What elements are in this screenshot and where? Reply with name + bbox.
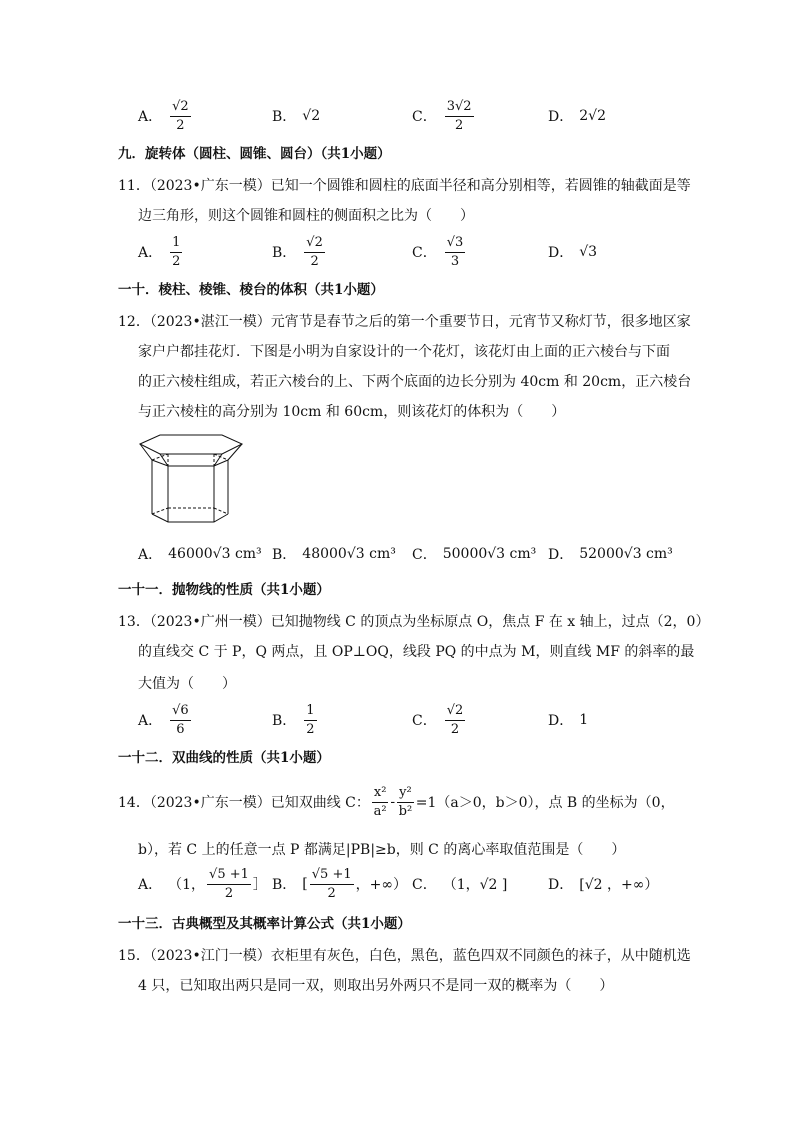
q13-option-d: D． 1 [548,712,589,729]
q12-option-a: A． 46000√3 cm³ [138,546,262,563]
fraction: $\frac{\text{x²}}{\text{a²}}$ [373,784,387,819]
q13-line-1: 13．（2023•广州一模）已知抛物线 C 的顶点为坐标原点 O，焦点 F 在 x 轴上，过点（2，0） [118,614,710,630]
fraction: $\frac{√2}{2}$ [306,234,323,269]
q14-option-c: C． （1，√2 ] [412,877,508,893]
q10-option-b: B． √2 [272,108,321,125]
q12-option-b: B． 48000√3 cm³ [272,546,396,563]
q15-line-1: 15．（2023•江门一模）衣柜里有灰色，白色，黑色，蓝色四双不同颜色的袜子，从中随机选 [118,948,691,964]
section-heading-13: 一十三．古典概型及其概率计算公式（共1小题） [118,916,411,932]
q12-line-1: 12．（2023•湛江一模）元宵节是春节之后的第一个重要节日，元宵节又称灯节，很多地区家 [118,314,691,330]
section-heading-12: 一十二．双曲线的性质（共1小题） [118,750,330,766]
fraction: $\frac{√5 +1}{2}$ [209,866,249,901]
q11-option-b: B． $\frac{√2}{2}$ [272,234,323,269]
section-heading-9: 九．旋转体（圆柱、圆锥、圆台）（共1小题） [118,146,391,162]
q11-line-2: 边三角形，则这个圆锥和圆柱的侧面积之比为（ ） [138,208,474,224]
q13-option-b: B． $\frac{1}{2}$ [272,702,315,737]
q14-line-2: b），若 C 上的任意一点 P 都满足|PB|≥b，则 C 的离心率取值范围是（ ） [138,842,626,858]
q13-line-2: 的直线交 C 于 P，Q 两点，且 OP⊥OQ，线段 PQ 的中点为 M，则直线 MF 的斜率的最 [138,644,695,660]
q12-line-2: 家户户都挂花灯．下图是小明为自家设计的一个花灯，该花灯由上面的正六棱台与下面 [138,344,670,360]
fraction: $\frac{1}{2}$ [306,702,315,737]
fraction: $\frac{√6}{6}$ [172,702,189,737]
fraction: $\frac{√5 +1}{2}$ [311,866,352,901]
q12-option-c: C． 50000√3 cm³ [412,546,537,563]
q15-line-2: 4 只，已知取出两只是同一双，则取出另外两只不是同一双的概率为（ ） [138,978,614,994]
q11-line-1: 11．（2023•广东一模）已知一个圆锥和圆柱的底面半径和高分别相等，若圆锥的轴截面是等 [118,178,691,194]
q10-option-c: C． $\frac{3√2}{2}$ [412,98,472,133]
q14-option-d: D． [√2 ，+∞） [548,877,659,893]
section-heading-10: 一十．棱柱、棱锥、棱台的体积（共1小题） [118,282,384,298]
lantern-figure [138,432,244,530]
q13-option-a: A． $\frac{√6}{6}$ [138,702,189,737]
q11-option-c: C． $\frac{√3}{3}$ [412,234,464,269]
fraction: $\frac{√2}{2}$ [172,98,189,133]
q12-option-d: D． 52000√3 cm³ [548,546,673,563]
q14-line-1: 14．（2023•广东一模）已知双曲线 C： $\frac{\text{x²}}{\text{a²}}$ - $\frac{\text{y²}}{\text{b²}}$ =1（a＞0，b＞0），点 B 的坐标为（0， [118,784,675,819]
section-heading-11: 一十一．抛物线的性质（共1小题） [118,582,330,598]
q14-option-b: B． [ $\frac{√5 +1}{2}$ ，+∞） [272,866,408,901]
fraction: $\frac{1}{2}$ [172,234,181,269]
q11-option-a: A． $\frac{1}{2}$ [138,234,181,269]
q10-option-d: D． 2√2 [548,108,606,125]
q13-line-3: 大值为（ ） [138,676,236,692]
q11-option-d: D． √3 [548,244,598,261]
q13-option-c: C． $\frac{√2}{2}$ [412,702,464,737]
fraction: $\frac{√3}{3}$ [446,234,464,269]
fraction: $\frac{√2}{2}$ [446,702,464,737]
q14-option-a: A． （1， $\frac{√5 +1}{2}$ ］ [138,866,267,901]
q12-line-4: 与正六棱柱的高分别为 10cm 和 60cm，则该花灯的体积为（ ） [138,404,566,420]
q12-line-3: 的正六棱柱组成，若正六棱台的上、下两个底面的边长分别为 40cm 和 20cm，正六棱台 [138,374,692,390]
fraction: $\frac{\text{y²}}{\text{b²}}$ [398,784,413,819]
q10-option-a: A． $\frac{√2}{2}$ [138,98,189,133]
fraction: $\frac{3√2}{2}$ [446,98,472,133]
